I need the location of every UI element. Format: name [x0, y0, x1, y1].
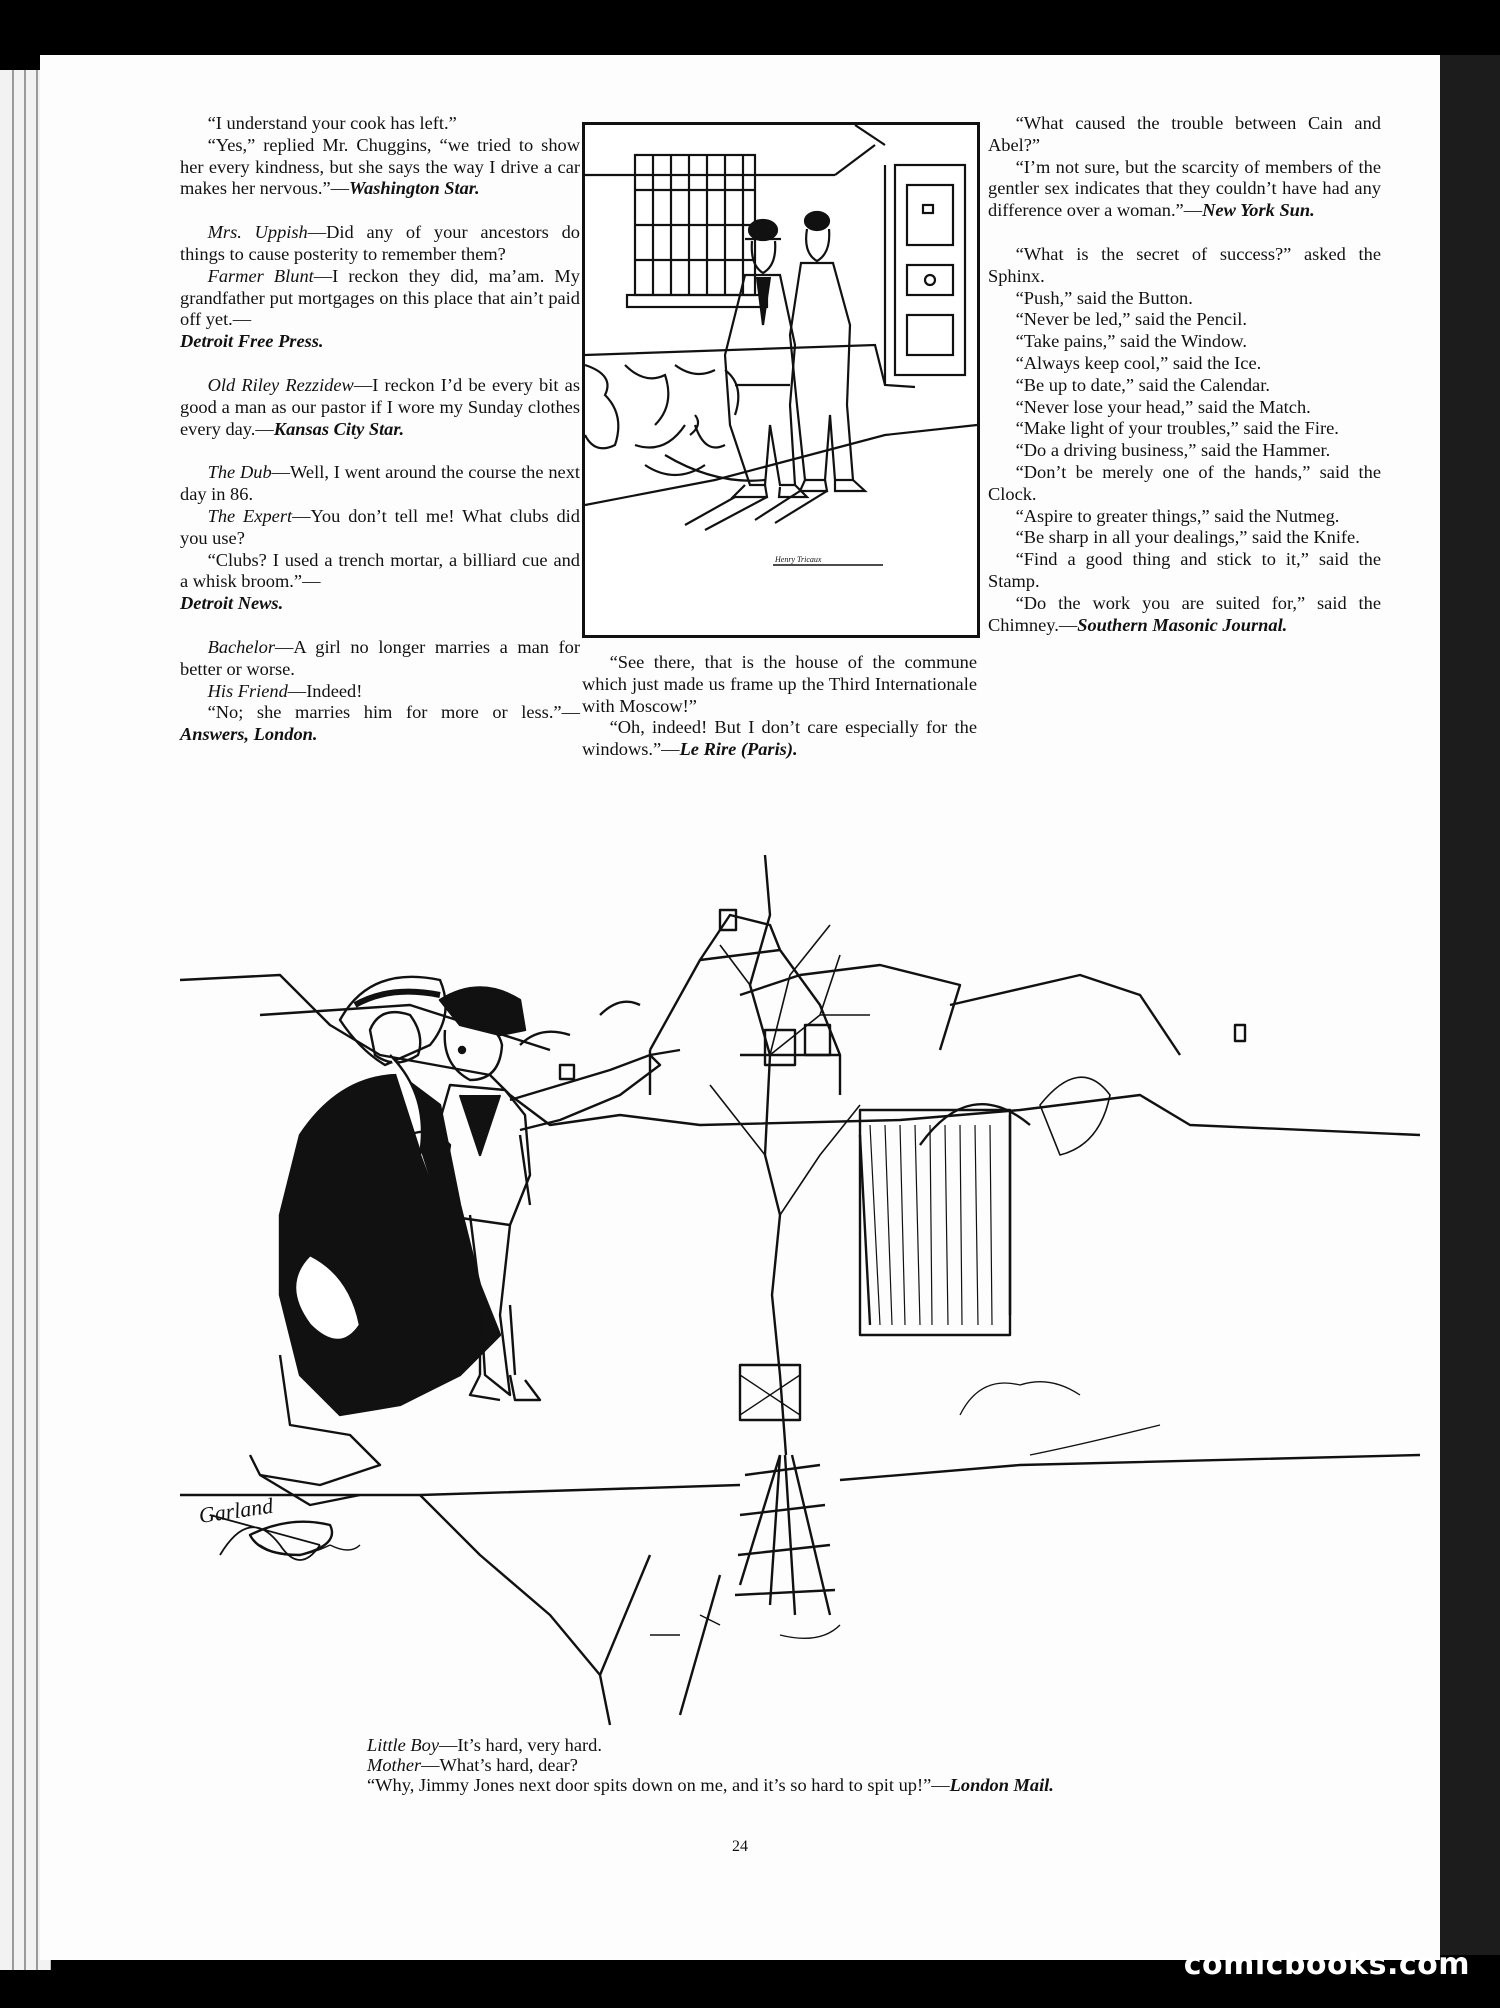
- caption-line: “Why, Jimmy Jones next door spits down on me, and it’s so hard to spit up!”—London Mail.: [367, 1775, 1054, 1795]
- joke-line: “Oh, indeed! But I don’t care especially for the windows.”—Le Rire (Paris).: [582, 717, 977, 760]
- joke-line: Farmer Blunt—I reckon they did, ma’am. My grandfather put mortgages on this place that ain’t paid off yet.— Detroit Free Press.: [180, 265, 580, 352]
- street-scene-illustration: [180, 855, 1420, 1735]
- joke-source: Detroit Free Press.: [180, 331, 324, 352]
- cartoon-signature: Henry Tricaux: [775, 555, 822, 564]
- joke-source: Le Rire (Paris).: [679, 739, 798, 760]
- caption-line: Little Boy—It’s hard, very hard.: [367, 1735, 602, 1755]
- joke-line: “See there, that is the house of the commune which just made us frame up the Third Internationale with Moscow!”: [582, 652, 977, 716]
- joke-line: “Yes,” replied Mr. Chuggins, “we tried to show her every kindness, but she says the way I drive a car makes her nervous.”—Washington Star.: [180, 134, 580, 199]
- joke-source: Answers, London.: [180, 724, 318, 745]
- joke-line: “What caused the trouble between Cain and Abel?”: [988, 113, 1381, 155]
- site-watermark: comicbooks.com: [1183, 1947, 1470, 1982]
- speaker-name: Mother: [367, 1755, 422, 1775]
- caption-line: Mother—What’s hard, dear?: [367, 1755, 578, 1775]
- joke-line: “Don’t be merely one of the hands,” said the Clock.: [988, 461, 1381, 504]
- joke-line: “Be up to date,” said the Calendar.: [1015, 374, 1270, 395]
- joke-source: Washington Star.: [349, 178, 480, 199]
- page-edge-line: [36, 70, 38, 1970]
- two-men-illustration: [585, 125, 977, 635]
- joke-line: Mrs. Uppish—Did any of your ancestors do things to cause posterity to remember them?: [180, 222, 580, 264]
- joke-line: “Clubs? I used a trench mortar, a billiard cue and a whisk broom.”— Detroit News.: [180, 549, 580, 614]
- joke-line: “Always keep cool,” said the Ice.: [1015, 352, 1262, 373]
- joke-line: Old Riley Rezzidew—I reckon I’d be every bit as good a man as our pastor if I wore my Sunday clothes every day.—Kansas City Star.: [180, 374, 580, 439]
- page-edge-line: [24, 70, 26, 1970]
- jokes-middle-column: [582, 652, 977, 761]
- joke-line: The Dub—Well, I went around the course the next day in 86.: [180, 462, 580, 505]
- joke-line: The Expert—You don’t tell me! What clubs did you use?: [180, 505, 580, 548]
- joke-source: Southern Masonic Journal.: [1077, 614, 1288, 635]
- joke-line: “I understand your cook has left.”: [207, 113, 457, 133]
- joke-line: “Take pains,” said the Window.: [1015, 331, 1247, 352]
- speaker-name: His Friend: [207, 680, 288, 701]
- page-number: 24: [732, 1838, 748, 1855]
- joke-source: London Mail.: [949, 1775, 1054, 1795]
- joke-line: “No; she marries him for more or less.”—Answers, London.: [180, 702, 580, 745]
- speaker-name: Old Riley Rezzidew: [207, 374, 354, 395]
- joke-line: “Never be led,” said the Pencil.: [1015, 309, 1247, 330]
- joke-line: Bachelor—A girl no longer marries a man for better or worse.: [180, 636, 580, 679]
- joke-line: “Push,” said the Button.: [1015, 287, 1193, 308]
- cartoon-caption: [367, 1735, 1367, 1795]
- speaker-name: The Expert: [207, 505, 293, 526]
- binding-shadow: [1440, 55, 1500, 1955]
- joke-source: Detroit News.: [180, 593, 284, 614]
- page-edge-line: [12, 70, 14, 1970]
- joke-line: “Do a driving business,” said the Hammer.: [1015, 440, 1331, 461]
- speaker-name: Little Boy: [367, 1735, 440, 1755]
- speaker-name: Mrs. Uppish: [207, 222, 308, 243]
- cartoon-signature: Garland: [197, 1492, 275, 1528]
- joke-line: “Never lose your head,” said the Match.: [1015, 396, 1311, 417]
- framed-cartoon: [582, 122, 980, 638]
- joke-line: “Do the work you are suited for,” said the Chimney.—Southern Masonic Journal.: [988, 592, 1381, 635]
- joke-line: “Aspire to greater things,” said the Nutmeg.: [1015, 505, 1340, 526]
- speaker-name: The Dub: [207, 462, 272, 483]
- magazine-page: [40, 55, 1440, 1960]
- joke-line: “Find a good thing and stick to it,” said the Stamp.: [988, 549, 1381, 591]
- jokes-left-column: [180, 113, 580, 746]
- joke-source: Kansas City Star.: [273, 418, 405, 439]
- speaker-name: Farmer Blunt: [207, 265, 314, 286]
- jokes-right-column: [988, 113, 1381, 636]
- mother-and-boy-cartoon: [180, 855, 1420, 1735]
- joke-line: “What is the secret of success?” asked the Sphinx.: [988, 243, 1381, 286]
- speaker-name: Bachelor: [207, 636, 276, 657]
- joke-line: “Make light of your troubles,” said the Fire.: [1015, 418, 1339, 439]
- joke-line: His Friend—Indeed!: [207, 680, 363, 701]
- joke-line: “Be sharp in all your dealings,” said the Knife.: [1015, 527, 1360, 548]
- joke-line: “I’m not sure, but the scarcity of members of the gentler sex indicates that they couldn’t have had any difference over a woman.”—New York Sun.: [988, 156, 1381, 221]
- joke-source: New York Sun.: [1202, 200, 1315, 221]
